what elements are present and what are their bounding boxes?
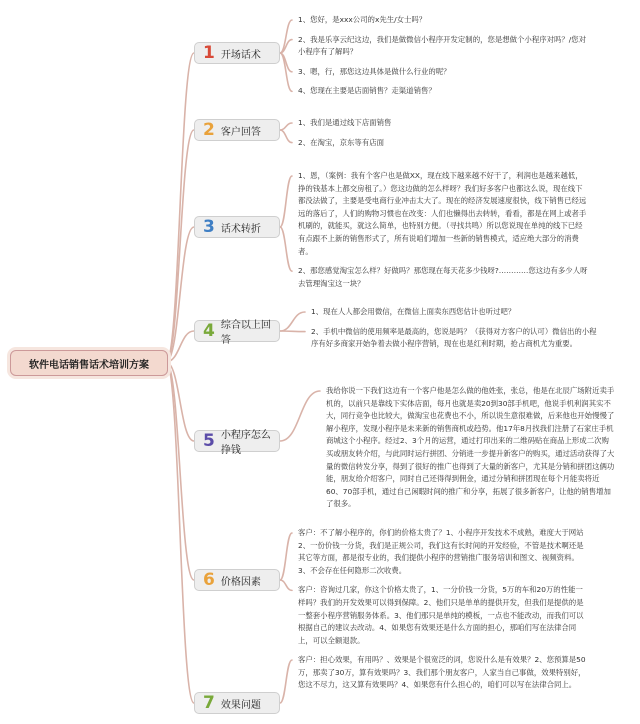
branch-topic-6[interactable]: [194, 569, 280, 591]
leaf-text[interactable]: 4、您现在主要是店面销售？走渠道销售？: [298, 86, 436, 96]
root-topic[interactable]: [10, 350, 168, 376]
number-5-icon: 5: [203, 431, 215, 451]
number-1-icon: 1: [203, 43, 215, 63]
branch-leaf-connector: [280, 391, 320, 441]
leaf-text[interactable]: 2、我是乐享云纪这边，我们是做微信小程序开发定制的，您是想做个小程序对吗？/您对小程序有了解吗？: [298, 34, 587, 57]
branch-topic-3[interactable]: [194, 216, 280, 238]
branch-topic-label: 客户回答: [220, 126, 261, 138]
leaf-group-4: [311, 306, 601, 358]
branch-topic-label: 价格因素: [220, 576, 261, 588]
branch-leaf-connector: [280, 176, 292, 227]
leaf-text[interactable]: 1、恩，（案例：我有个客户也是做XX，现在线下越来越不好干了，利润也是越来越低，挣的钱基本上都交房租了。）您这边做的怎么样呀？我们好多客户也都这么说，现在线下都没法做了，主要是受电商行业冲击太大了。现在的经济发展速度很快，线下销售已经远远的落后了，人们的购物习惯也在改变：人们也懒得出去转转，看看，都是在网上或者手机刷的，就能买，就这么简单，也特别方便。（寻找共鸣）所以您说现在单纯的线下已经有点跟不上新的销售形式了，所有说咱们增加一些新的销售模式，适应绝大部分的消费者。: [298, 171, 587, 256]
leaf-group-7: [298, 654, 590, 699]
leaf-group-5: [326, 385, 616, 518]
root-branch-connector: [166, 362, 194, 703]
root-topic-label: 软件电话销售话术培训方案: [29, 359, 149, 371]
leaf-group-3: [298, 170, 588, 297]
leaf-group-6: [298, 527, 588, 654]
branch-leaf-connector: [280, 53, 292, 91]
number-2-icon: 2: [203, 120, 215, 140]
leaf-group-1: [298, 14, 588, 105]
branch-topic-label: 小程序怎么挣钱: [220, 430, 271, 456]
branch-topic-7[interactable]: [194, 692, 280, 714]
branch-topic-label: 话术转折: [220, 223, 261, 235]
branch-leaf-connector: [280, 331, 305, 332]
number-7-icon: 7: [203, 693, 215, 713]
leaf-text[interactable]: 我给你说一下我们这边有一个客户他是怎么做的他姓张，张总，他是在北辰广场附近卖手机的，以前只是靠线下实体店面，每月也就是卖20到30部手机吧，他说手机利润其实不大，同行竞争也比较大，做淘宝也花费也不小，所以说生意很难做，后来他也开始慢慢了解小程序，发现小程序是未来新的销售商机或趋势。他17年8月找我们注册了石家庄手机商城这个小程序。经过2、3个月的运营，通过打印出来的二维码贴在商品上形成二次购买或朋友转介绍，与此同时运行拼团、分销进一步提升新客户的购买，通过活动获得了大量的微信转发分享，得到了很好的推广也得到了大量的新客户，尤其是分销和拼团这俩功能，朋友给介绍客户，同时自己还得得到佣金，通过分销和拼团现在每个月能卖将近60、70部手机，通过自己闲暇时间的推广和分享，拓展了很多新客户，让他的销售增加了很多。: [326, 386, 615, 509]
branch-leaf-connector: [280, 130, 292, 143]
branch-leaf-connector: [280, 660, 292, 703]
branch-leaf-connector: [280, 123, 292, 130]
root-branch-connector: [166, 130, 194, 362]
leaf-text[interactable]: 2、在淘宝，京东等有店面: [298, 137, 385, 147]
number-4-icon: 4: [203, 321, 215, 341]
leaf-text[interactable]: 1、现在人人都会用微信，在微信上面卖东西您估计也听过吧？: [311, 307, 516, 316]
leaf-text[interactable]: 客户：担心效果，有用吗？、效果是个很宽泛的词，您说什么是有效果？2、您预算是50万，那卖了30万，算有效果吗？3、我们那个朋友客户，人家当自己事做，效果特别好，您这不尽力，这又算有效果吗？4、如果您有什么担心的，咱们可以写在法律合同上。: [298, 655, 586, 690]
branch-leaf-connector: [280, 227, 292, 271]
leaf-group-2: [298, 117, 588, 156]
branch-topic-1[interactable]: [194, 42, 280, 64]
root-branch-connector: [166, 53, 194, 362]
branch-topic-2[interactable]: [194, 119, 280, 141]
branch-topic-4[interactable]: [194, 320, 280, 346]
branch-leaf-connector: [280, 533, 292, 580]
leaf-text[interactable]: 1、我们是通过线下店面销售: [298, 118, 392, 127]
number-6-icon: 6: [203, 570, 215, 590]
number-3-icon: 3: [203, 217, 215, 237]
leaf-text[interactable]: 2、手机中微信的使用频率是最高的，您说是吗？（获得对方客户的认可）微信出的小程序有好多商家开始争着去做小程序营销，现在也是红利时期，抢占商机尤为重要。: [311, 326, 597, 349]
branch-leaf-connector: [280, 312, 305, 331]
branch-topic-label: 开场话术: [220, 49, 261, 61]
branch-topic-5[interactable]: [194, 430, 280, 456]
branch-leaf-connector: [280, 580, 292, 590]
branch-topic-label: 效果问题: [220, 699, 261, 711]
leaf-text[interactable]: 3、嗯，行，那您这边具体是做什么行业的呢？: [298, 66, 451, 76]
leaf-text[interactable]: 1、您好，是xxx公司的x先生/女士吗？: [298, 15, 427, 24]
branch-topic-label: 综合以上回答: [220, 320, 271, 346]
leaf-text[interactable]: 2、那您感觉淘宝怎么样？好做吗？那您现在每天花多少钱呀?…………您这边有多少人呀去管理淘宝这一块？: [298, 266, 588, 288]
leaf-text[interactable]: 客户：不了解小程序的，你们的价格太贵了？1、小程序开发技术不成熟，难度大于网站2、一份价钱一分货，我们是正规公司，我们这有长时间的开发经验，不管是技术啊还是其它等方面，都是很专业的，我们提供小程序的营销推广服务培训和图文、视频资料。3、不会存在任何隐形二次收费。: [298, 528, 584, 575]
leaf-text[interactable]: 客户：咨询过几家，你这个价格太贵了，1、一分价钱一分货，5万的车和20万的性能一样吗？我们的开发效果可以得到保障。2、他们只是单单的提供开发，但我们是提供的是一整套小程序营销服务体系。3、他们那只是单纯的模板，一点也不能改动，而我们可以根据自己的建议去改动。4、如果您有效果还是什么方面的担心，那咱们写在法律合同上，可以全额退款。: [298, 585, 584, 645]
